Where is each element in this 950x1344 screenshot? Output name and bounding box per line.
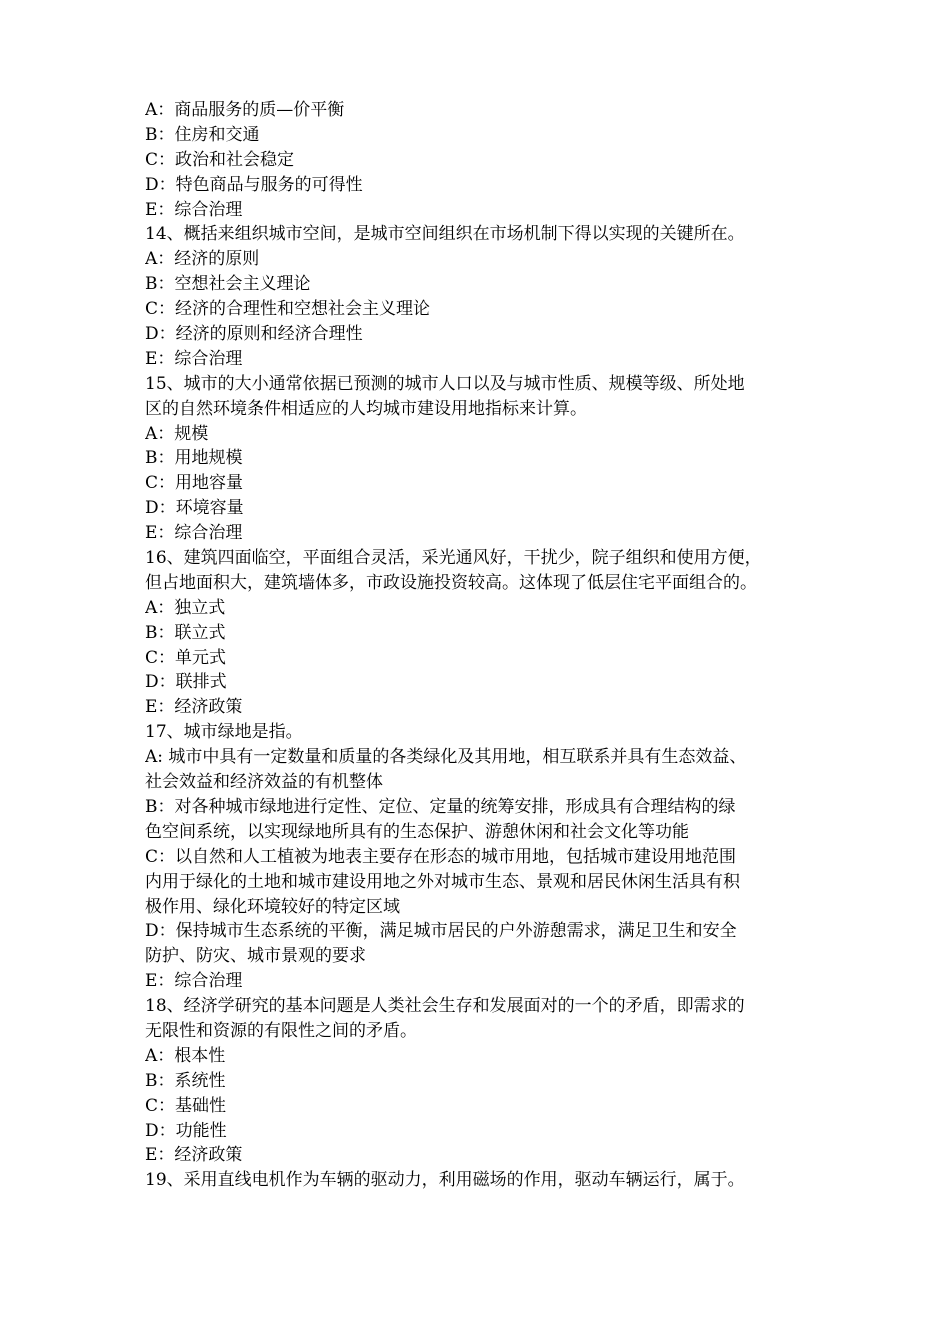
text-line: E：综合治理 [145,971,243,992]
text-line: A：独立式 [145,597,226,618]
text-line: 19、采用直线电机作为车辆的驱动力，利用磁场的作用，驱动车辆运行，属于。 [145,1170,745,1191]
text-line: A：规模 [145,423,209,444]
text-line: C：政治和社会稳定 [145,149,295,170]
text-line: B：用地规模 [145,448,243,469]
text-line: 14、概括来组织城市空间，是城市空间组织在市场机制下得以实现的关键所在。 [145,224,745,245]
text-line: C：用地容量 [145,473,244,494]
text-line: 区的自然环境条件相适应的人均城市建设用地指标来计算。 [145,398,587,419]
text-line: 无限性和资源的有限性之间的矛盾。 [145,1020,417,1041]
text-line: C：单元式 [145,647,227,668]
text-line: 16、建筑四面临空，平面组合灵活，采光通风好，干扰少，院子组织和使用方便， [145,548,762,569]
text-line: A：经济的原则 [145,249,260,270]
text-line: E：经济政策 [145,697,243,718]
text-line: D：特色商品与服务的可得性 [145,174,363,195]
question-text-body [145,98,810,1193]
text-line: 社会效益和经济效益的有机整体 [145,772,383,793]
text-line: 18、经济学研究的基本问题是人类社会生存和发展面对的一个的矛盾，即需求的 [145,996,745,1017]
text-line: 防护、防灾、城市景观的要求 [145,946,366,967]
text-line: A：商品服务的质—价平衡 [145,100,345,120]
text-line: E：经济政策 [145,1145,243,1166]
text-line: D：保持城市生态系统的平衡，满足城市居民的户外游憩需求，满足卫生和安全 [145,921,737,942]
text-line: 17、城市绿地是指。 [145,722,303,743]
text-line: E：综合治理 [145,199,243,220]
text-line: 15、城市的大小通常依据已预测的城市人口以及与城市性质、规模等级、所处地 [145,373,745,394]
text-line: A：根本性 [145,1045,226,1066]
text-line: 内用于绿化的土地和城市建设用地之外对城市生态、景观和居民休闲生活具有积 [145,871,740,892]
text-line: C：经济的合理性和空想社会主义理论 [145,299,431,320]
text-line: C：基础性 [145,1095,227,1116]
text-line: D：功能性 [145,1120,227,1141]
text-line: D：环境容量 [145,498,244,519]
text-line: B：住房和交通 [145,124,260,145]
text-line: B：联立式 [145,622,226,643]
text-line: 色空间系统，以实现绿地所具有的生态保护、游憩休闲和社会文化等功能 [145,821,689,842]
text-line: E：综合治理 [145,523,243,544]
text-line: A: 城市中具有一定数量和质量的各类绿化及其用地，相互联系并具有生态效益、 [145,747,747,768]
text-line: D：经济的原则和经济合理性 [145,324,363,345]
text-line: 但占地面积大，建筑墙体多，市政设施投资较高。这体现了低层住宅平面组合的。 [145,572,757,593]
text-line: B：空想社会主义理论 [145,274,311,295]
text-line: 极作用、绿化环境较好的特定区域 [145,896,400,917]
text-line: B：系统性 [145,1070,226,1091]
text-line: C：以自然和人工植被为地表主要存在形态的城市用地，包括城市建设用地范围 [145,846,737,867]
text-line: E：综合治理 [145,348,243,369]
text-line: D：联排式 [145,672,227,693]
text-line: B：对各种城市绿地进行定性、定位、定量的统筹安排，形成具有合理结构的绿 [145,796,736,817]
